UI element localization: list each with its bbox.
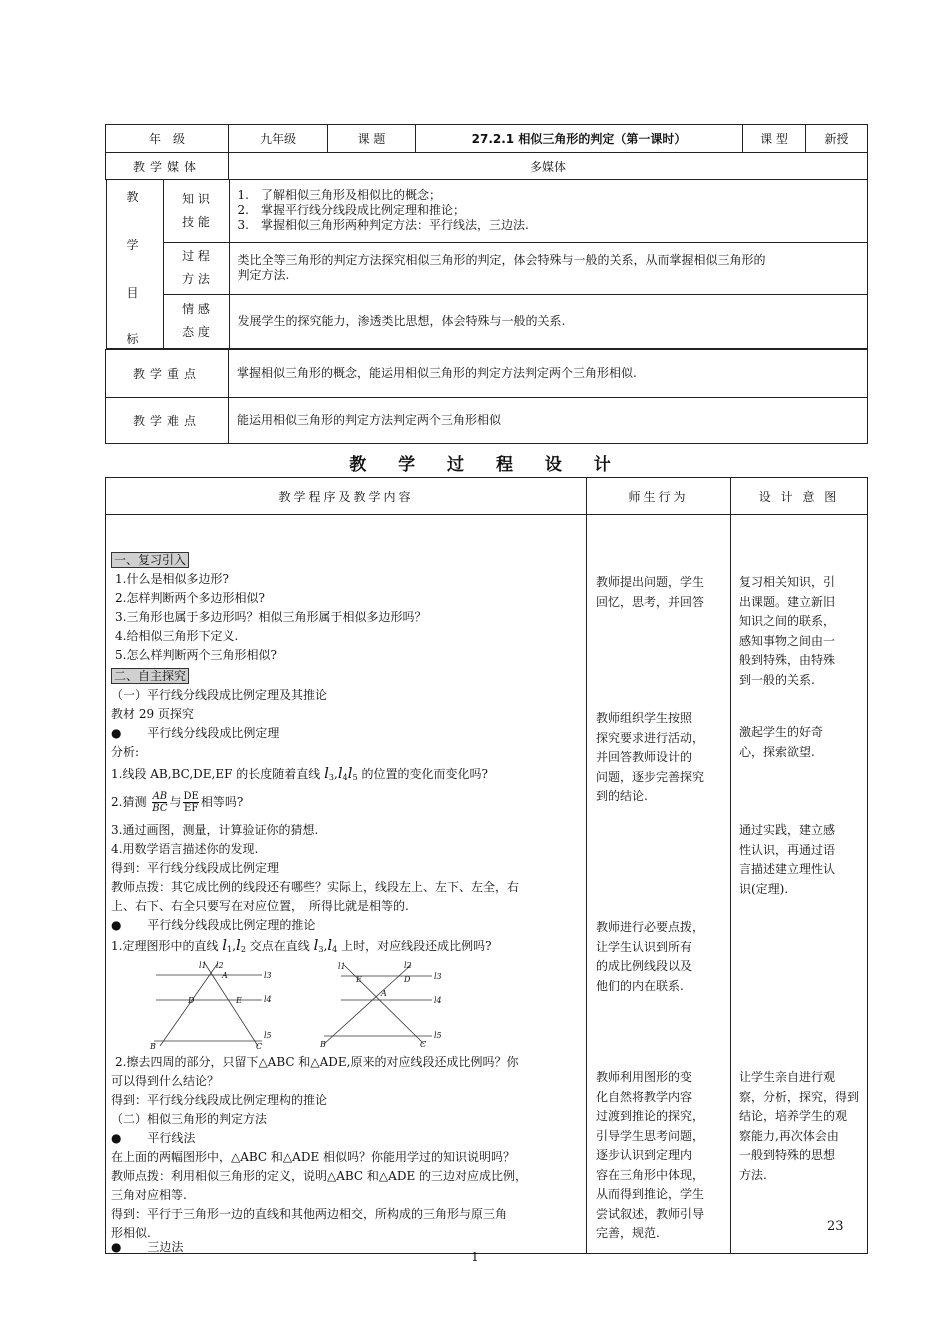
- bullet-parallel-method: 平行线法: [147, 1131, 196, 1145]
- knowledge-label: [163, 180, 229, 242]
- sub-1: 1: [227, 945, 233, 954]
- process-label-1: 过 程: [182, 249, 210, 263]
- goals-char-1: 教: [126, 190, 139, 204]
- label-D: D: [404, 975, 411, 984]
- corollary-q1: [111, 936, 492, 959]
- goals-char-2: 学: [126, 238, 139, 252]
- label-l3: l3: [434, 972, 442, 981]
- behavior-4-line: 逐步认识到定理内: [596, 1148, 693, 1162]
- analysis-1: [111, 764, 488, 787]
- tip-1b: 上、右下、右全只要写在对应位置， 所得比就是相等的.: [111, 899, 409, 913]
- goals-table: [106, 180, 868, 349]
- emotion-label: [163, 294, 229, 348]
- type-value: 新授: [806, 125, 868, 153]
- emotion-label-2: 态 度: [182, 325, 210, 339]
- sub-5: 5: [352, 773, 358, 782]
- subsection-1: （一）平行线分线段成比例定理及其推论: [111, 688, 328, 702]
- method-question: 在上面的两幅图形中，△ABC 和△ADE 相似吗？你能用学过的知识说明吗？: [111, 1150, 516, 1164]
- tip-2a: 教师点拨：利用相似三角形的定义，说明△ABC 和△ADE 的三边对应成比例，: [111, 1169, 528, 1183]
- intent-1-line: 般到特殊，由特殊: [739, 653, 836, 667]
- behavior-4-line: 从而得到推论，学生: [596, 1187, 705, 1201]
- behavior-1: [596, 573, 720, 612]
- behavior-2-line: 并回答教师设计的: [596, 750, 693, 764]
- col-behavior-header: 师生行为: [587, 478, 731, 515]
- intent-4-line: 让学生亲自进行观: [739, 1070, 836, 1084]
- label-A: A: [222, 971, 228, 980]
- label-E: E: [356, 975, 362, 984]
- intent-4-line: 察，分析，探究，得到: [739, 1089, 860, 1104]
- behavior-column: [587, 515, 731, 1254]
- process-label-2: 方 法: [182, 272, 210, 286]
- topic-value: 27.2.1 相似三角形的判定（第一课时）: [416, 125, 743, 153]
- behavior-4-line: 过渡到推论的探究，: [596, 1109, 705, 1123]
- intent-1-line: 知识之间的联系，: [739, 614, 836, 628]
- behavior-1-line: 教师提出问题，学生: [596, 575, 705, 589]
- label-C: C: [420, 1040, 427, 1049]
- sub-4: 4: [332, 945, 338, 954]
- topic-label: 课 题: [328, 125, 416, 153]
- label-B: B: [150, 1042, 156, 1050]
- behavior-4-line: 容在三角形中体现，: [596, 1167, 705, 1182]
- corollary-q1-mid: 交点在直线: [249, 939, 310, 953]
- sub-3: 3: [318, 945, 324, 954]
- behavior-3-line: 让学生认识到所有: [596, 939, 693, 954]
- intent-1-line: 复习相关知识，引: [739, 575, 836, 589]
- comma: ,: [323, 939, 328, 953]
- behavior-1-line: 回忆，思考，并回答: [596, 594, 705, 609]
- difficulty-label: 教学难点: [106, 397, 229, 443]
- intent-4: [739, 1068, 861, 1185]
- intent-3: [739, 821, 861, 899]
- knowledge-item-1: 1. 了解相似三角形及相似比的概念；: [237, 188, 441, 203]
- frac-den: BC: [152, 803, 168, 814]
- emotion-text: 发展学生的探究能力，渗透类比思想，体会特殊与一般的关系.: [229, 294, 867, 348]
- analysis-3: 3.通过画图，测量，计算验证你的猜想.: [111, 823, 319, 837]
- corollary-q1-text: 1.定理图形中的直线: [111, 939, 219, 953]
- behavior-3-line: 的成比例线段以及: [596, 959, 693, 973]
- section-title: 教 学 过 程 设 计: [349, 455, 624, 475]
- line-l-symbol: l: [236, 936, 241, 954]
- frac-num: DE: [183, 791, 199, 802]
- frac-den: EF: [184, 803, 199, 814]
- analysis-2-and: 与: [169, 795, 182, 809]
- intent-3-line: 通过实践，建立感: [739, 823, 836, 837]
- label-l2: l2: [404, 961, 412, 970]
- process-text: [229, 242, 867, 294]
- corollary-q2a: 2.擦去四周的部分，只留下△ABC 和△ADE,原来的对应线段还成比例吗？你: [115, 1055, 519, 1069]
- result-3a: 得到：平行于三角形一边的直线和其他两边相交，所构成的三角形与原三角: [111, 1207, 508, 1221]
- goals-char-4: 标: [126, 332, 139, 346]
- intent-4-line: 方法.: [739, 1167, 767, 1182]
- line-l-symbol: l: [324, 764, 329, 782]
- textbook-ref: 教材 29 页探究: [111, 707, 194, 721]
- knowledge-items: [229, 180, 867, 242]
- bullet-theorem: 平行线分线段成比例定理: [147, 726, 280, 740]
- label-B: B: [320, 1040, 326, 1049]
- label-l5: l5: [434, 1031, 442, 1040]
- bullet: ●: [111, 1131, 122, 1145]
- sub-4: 4: [342, 773, 348, 782]
- intent-1-line: 到一般的关系.: [739, 672, 815, 687]
- behavior-4-line: 尝试叙述，教师引导: [596, 1206, 705, 1221]
- figure-left: [146, 960, 276, 1050]
- behavior-4: [596, 1068, 720, 1244]
- behavior-2-line: 到的结论.: [596, 789, 648, 803]
- label-l2: l2: [216, 961, 224, 970]
- tip-2b: 三角对应相等.: [111, 1188, 187, 1202]
- col-intent-header: 设 计 意 图: [731, 478, 868, 515]
- corner-number: 23: [827, 1219, 844, 1234]
- behavior-3-line: 他们的内在联系.: [596, 978, 684, 993]
- process-label: [163, 242, 229, 294]
- label-l4: l4: [434, 996, 442, 1005]
- question-4: 4.给相似三角形下定义.: [115, 629, 239, 643]
- content-column: [106, 515, 587, 1254]
- bullet: ●: [111, 1240, 122, 1254]
- analysis-2-tail: 相等吗?: [200, 795, 244, 809]
- label-l1: l1: [338, 962, 346, 971]
- subsection-2: （二）相似三角形的判定方法: [111, 1112, 268, 1126]
- label-D: D: [188, 996, 195, 1005]
- line-l-symbol: l: [337, 764, 343, 782]
- label-E: E: [236, 996, 242, 1005]
- key-point-text: 掌握相似三角形的概念，能运用相似三角形的判定方法判定两个三角形相似.: [229, 349, 868, 397]
- difficulty-text: 能运用相似三角形的判定方法判定两个三角形相似: [229, 397, 868, 443]
- lesson-info-table: [105, 124, 868, 444]
- process-table: [105, 477, 868, 1254]
- tip-1a: 教师点拨：其它成比例的线段还有哪些？实际上，线段左上、左下、左全，右: [111, 880, 520, 894]
- analysis-1-tail: 的位置的变化而变化吗?: [361, 767, 488, 781]
- bullet: ●: [111, 726, 122, 740]
- question-5: 5.怎么样判断两个三角形相似?: [115, 648, 277, 662]
- knowledge-item-3: 3. 掌握相似三角形两种判定方法：平行线法，三边法.: [237, 218, 529, 233]
- comma: ,: [334, 767, 338, 781]
- intent-4-line: 结论，培养学生的观: [739, 1109, 848, 1123]
- knowledge-label-1: 知 识: [182, 191, 210, 206]
- question-2: 2.怎样判断两个多边形相似?: [115, 591, 265, 605]
- behavior-2-line: 教师组织学生按照: [596, 711, 693, 725]
- analysis-2-text: 2.猜测: [111, 795, 147, 809]
- label-l1: l1: [199, 961, 207, 970]
- result-1: 得到：平行线分线段成比例定理: [111, 861, 280, 875]
- key-point-label: 教学重点: [106, 349, 229, 397]
- media-label: 教学媒体: [106, 153, 229, 180]
- fraction-de-ef: [183, 791, 198, 814]
- analysis-4: 4.用数学语言描述你的发现.: [111, 842, 259, 856]
- behavior-4-line: 教师利用图形的变: [596, 1070, 693, 1084]
- behavior-3: [596, 918, 720, 996]
- corollary-q2b: 可以得到什么结论？: [111, 1074, 220, 1088]
- section-2-title: 二、自主探究: [111, 668, 189, 684]
- intent-column: [731, 515, 868, 1254]
- question-1: 1.什么是相似多边形?: [115, 572, 229, 586]
- intent-1-line: 出课题。建立新旧: [739, 594, 836, 609]
- grade-label: 年 级: [106, 125, 229, 153]
- page-number: 1: [471, 1250, 479, 1264]
- analysis-label: 分析:: [111, 745, 140, 759]
- analysis-1-text: 1.线段 AB,BC,DE,EF 的长度随着直线: [111, 767, 321, 781]
- comma: ,: [232, 939, 237, 953]
- goals-char-3: 目: [126, 286, 139, 300]
- result-2: 得到：平行线分线段成比例定理构的推论: [111, 1093, 328, 1107]
- intent-2: [739, 723, 861, 762]
- knowledge-label-2: 技 能: [182, 214, 210, 229]
- label-l4: l4: [264, 995, 272, 1004]
- col-content-header: 教学程序及教学内容: [106, 478, 587, 515]
- intent-1-line: 感知事物之间由一: [739, 633, 836, 648]
- behavior-3-line: 教师进行必要点拨，: [596, 920, 705, 934]
- label-l5: l5: [264, 1031, 272, 1040]
- line-l-symbol: l: [347, 764, 353, 782]
- sub-2: 2: [240, 945, 246, 954]
- sub-3: 3: [328, 773, 335, 782]
- label-C: C: [256, 1042, 263, 1050]
- behavior-4-line: 引导学生思考问题，: [596, 1128, 705, 1143]
- result-3b: 形相似.: [111, 1226, 151, 1240]
- intent-4-line: 察能力,再次体会由: [739, 1128, 839, 1143]
- fraction-ab-bc: [152, 791, 167, 814]
- intent-3-line: 识(定理).: [739, 881, 789, 896]
- intent-1: [739, 573, 861, 690]
- grade-value: 九年级: [229, 125, 328, 153]
- figure-right: [316, 960, 446, 1050]
- intent-4-line: 一般到特殊的思想: [739, 1148, 836, 1162]
- bullet-corollary: 平行线分线段成比例定理的推论: [147, 918, 316, 932]
- label-l3: l3: [264, 971, 272, 980]
- type-label: 课 型: [743, 125, 806, 153]
- process-line-1: 类比全等三角形的判定方法探究相似三角形的判定，体会特殊与一般的关系，从而掌握相似三角形的: [237, 253, 766, 267]
- intent-3-line: 性认识，再通过语: [739, 842, 836, 857]
- emotion-label-1: 情 感: [182, 302, 210, 316]
- bullet-three-sides: 三边法: [147, 1240, 184, 1254]
- intent-2-line: 心，探索欲望.: [739, 744, 815, 759]
- intent-2-line: 激起学生的好奇: [739, 725, 824, 739]
- analysis-2: [111, 787, 243, 817]
- media-value: 多媒体: [229, 153, 868, 180]
- knowledge-item-2: 2. 掌握平行线分线段成比例定理和推论；: [237, 203, 465, 218]
- bullet: ●: [111, 918, 122, 932]
- line-l-symbol: l: [222, 936, 228, 954]
- section-1-title: 一、复习引入: [111, 552, 189, 568]
- goals-side-label: [106, 180, 163, 348]
- frac-num: AB: [152, 791, 168, 802]
- behavior-2: [596, 709, 720, 807]
- behavior-2-line: 探究要求进行活动，: [596, 730, 705, 745]
- line-l-symbol: l: [327, 936, 333, 954]
- intent-3-line: 言描述建立理性认: [739, 862, 836, 876]
- behavior-4-line: 化自然将教学内容: [596, 1089, 693, 1104]
- label-A: A: [381, 989, 387, 998]
- behavior-4-line: 完善，规范.: [596, 1226, 660, 1240]
- line-l-symbol: l: [313, 936, 319, 954]
- question-3: 3.三角形也属于多边形吗？相似三角形属于相似多边形吗？: [115, 610, 427, 624]
- behavior-2-line: 问题，逐步完善探究: [596, 769, 705, 784]
- process-line-2: 判定方法.: [237, 268, 290, 282]
- corollary-q1-tail: 上时，对应线段还成比例吗?: [341, 939, 492, 953]
